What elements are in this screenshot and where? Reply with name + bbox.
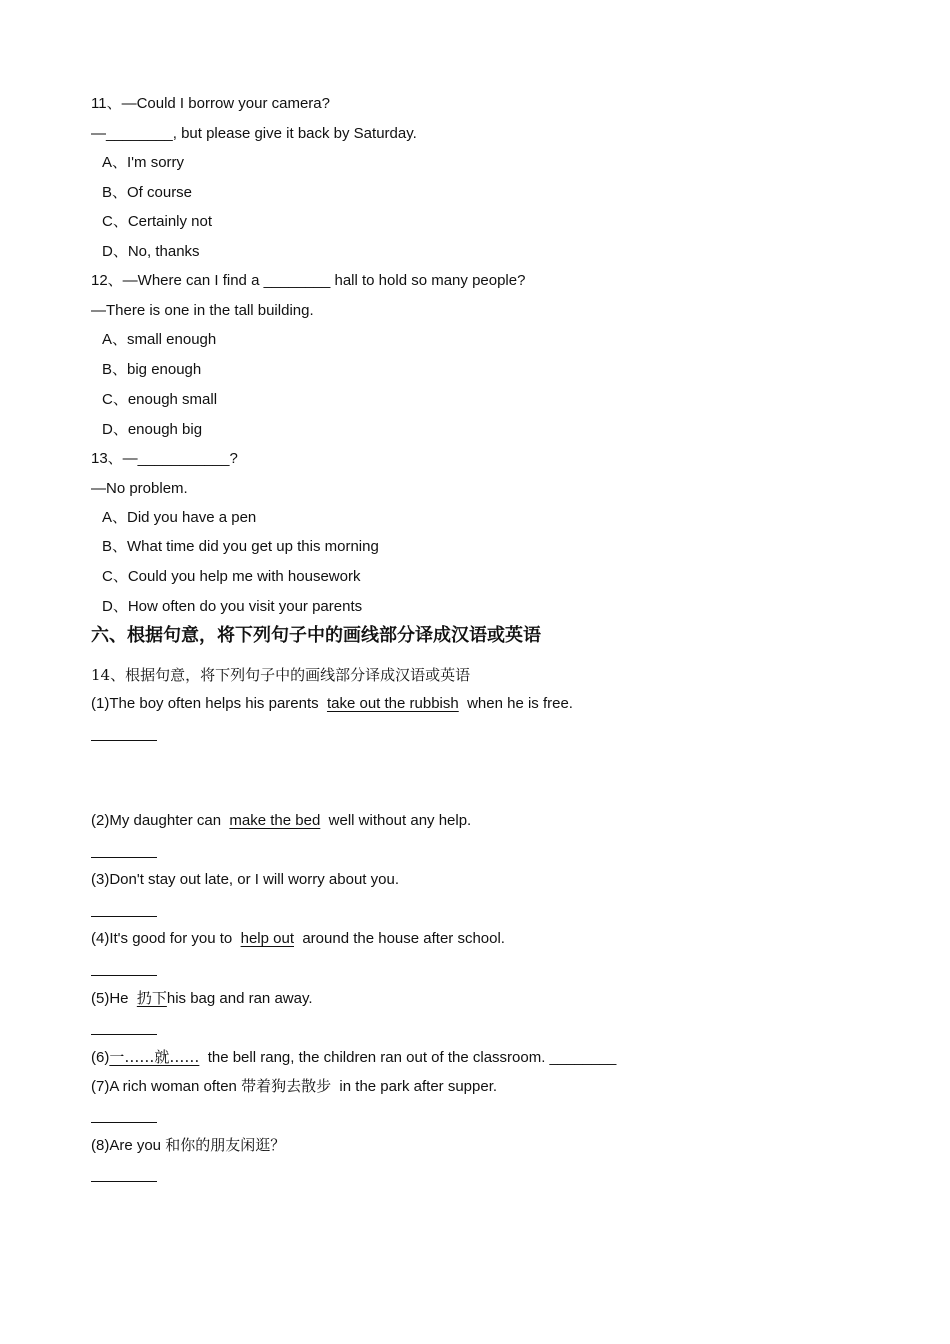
sentence-7-chinese: 带着狗去散步: [241, 1077, 332, 1095]
q11-option-a: A、I'm sorry: [102, 154, 185, 171]
q12-option-b: B、big enough: [102, 361, 202, 378]
q12-option-d: D、enough big: [102, 421, 203, 438]
sentence-5-post: his bag and ran away.: [166, 990, 313, 1007]
q13-option-b: B、What time did you get up this morning: [102, 538, 379, 555]
answer-blank-4[interactable]: [91, 975, 157, 976]
q13-option-d: D、How often do you visit your parents: [102, 598, 363, 615]
sentence-2-underlined: make the bed: [229, 812, 321, 829]
q11-option-b: B、Of course: [102, 184, 193, 201]
q13-option-c: C、Could you help me with housework: [102, 568, 361, 585]
sentence-7-post: in the park after supper.: [331, 1078, 498, 1095]
q12-option-c: C、enough small: [102, 391, 218, 408]
sentence-3: (3)Don't stay out late, or I will worry about you.: [91, 871, 399, 888]
answer-blank-2[interactable]: [91, 857, 157, 858]
sentence-6-post: the bell rang, the children ran out of the classroom. ________: [199, 1049, 617, 1066]
sentence-5-pre: (5)He: [91, 990, 137, 1007]
sentence-2-post: well without any help.: [320, 812, 472, 829]
q11-option-c: C、Certainly not: [102, 213, 213, 230]
answer-blank-7[interactable]: [91, 1122, 157, 1123]
sentence-2-pre: (2)My daughter can: [91, 812, 230, 829]
answer-blank-5[interactable]: [91, 1034, 157, 1035]
sentence-7-pre: (7)A rich woman often: [91, 1078, 242, 1095]
q13-reply: —No problem.: [91, 480, 188, 497]
sentence-4-post: around the house after school.: [294, 930, 505, 947]
answer-blank-1[interactable]: [91, 740, 157, 741]
q13-option-a: A、Did you have a pen: [102, 509, 257, 526]
sentence-8: [91, 1135, 285, 1155]
sentence-1-post: when he is free.: [458, 695, 573, 712]
sentence-6-underlined: 一……就……: [109, 1048, 200, 1066]
sentence-5: [91, 988, 313, 1008]
q11-reply: —________, but please give it back by Saturday.: [91, 125, 417, 142]
q12-reply: —There is one in the tall building.: [91, 302, 314, 319]
q11-option-d: D、No, thanks: [102, 243, 200, 260]
answer-blank-3[interactable]: [91, 916, 157, 917]
q13-prompt: 13、—___________?: [91, 450, 238, 467]
sentence-8-chinese: 和你的朋友闲逛？: [165, 1136, 286, 1154]
sentence-2: [91, 811, 471, 831]
sentence-4: [91, 929, 505, 949]
sentence-1-pre: (1)The boy often helps his parents: [91, 695, 327, 712]
answer-blank-8[interactable]: [91, 1181, 157, 1182]
q12-option-a: A、small enough: [102, 331, 217, 348]
sentence-6-pre: (6): [91, 1049, 110, 1066]
sentence-4-underlined: help out: [240, 930, 294, 947]
sentence-6: [91, 1047, 616, 1067]
q11-prompt: 11、—Could I borrow your camera?: [91, 95, 330, 112]
sentence-7: [91, 1076, 497, 1096]
sentence-4-pre: (4)It's good for you to: [91, 930, 241, 947]
q14-title: 14、根据句意，将下列句子中的画线部分译成汉语或英语: [91, 666, 471, 684]
sentence-5-underlined: 扔下: [136, 989, 167, 1007]
sentence-8-pre: (8)Are you: [91, 1137, 166, 1154]
sentence-1-underlined: take out the rubbish: [326, 695, 459, 712]
q12-prompt: 12、—Where can I find a ________ hall to hold so many people?: [91, 272, 526, 289]
section-heading: 六、根据句意，将下列句子中的画线部分译成汉语或英语: [91, 625, 541, 646]
sentence-1: [91, 694, 573, 714]
